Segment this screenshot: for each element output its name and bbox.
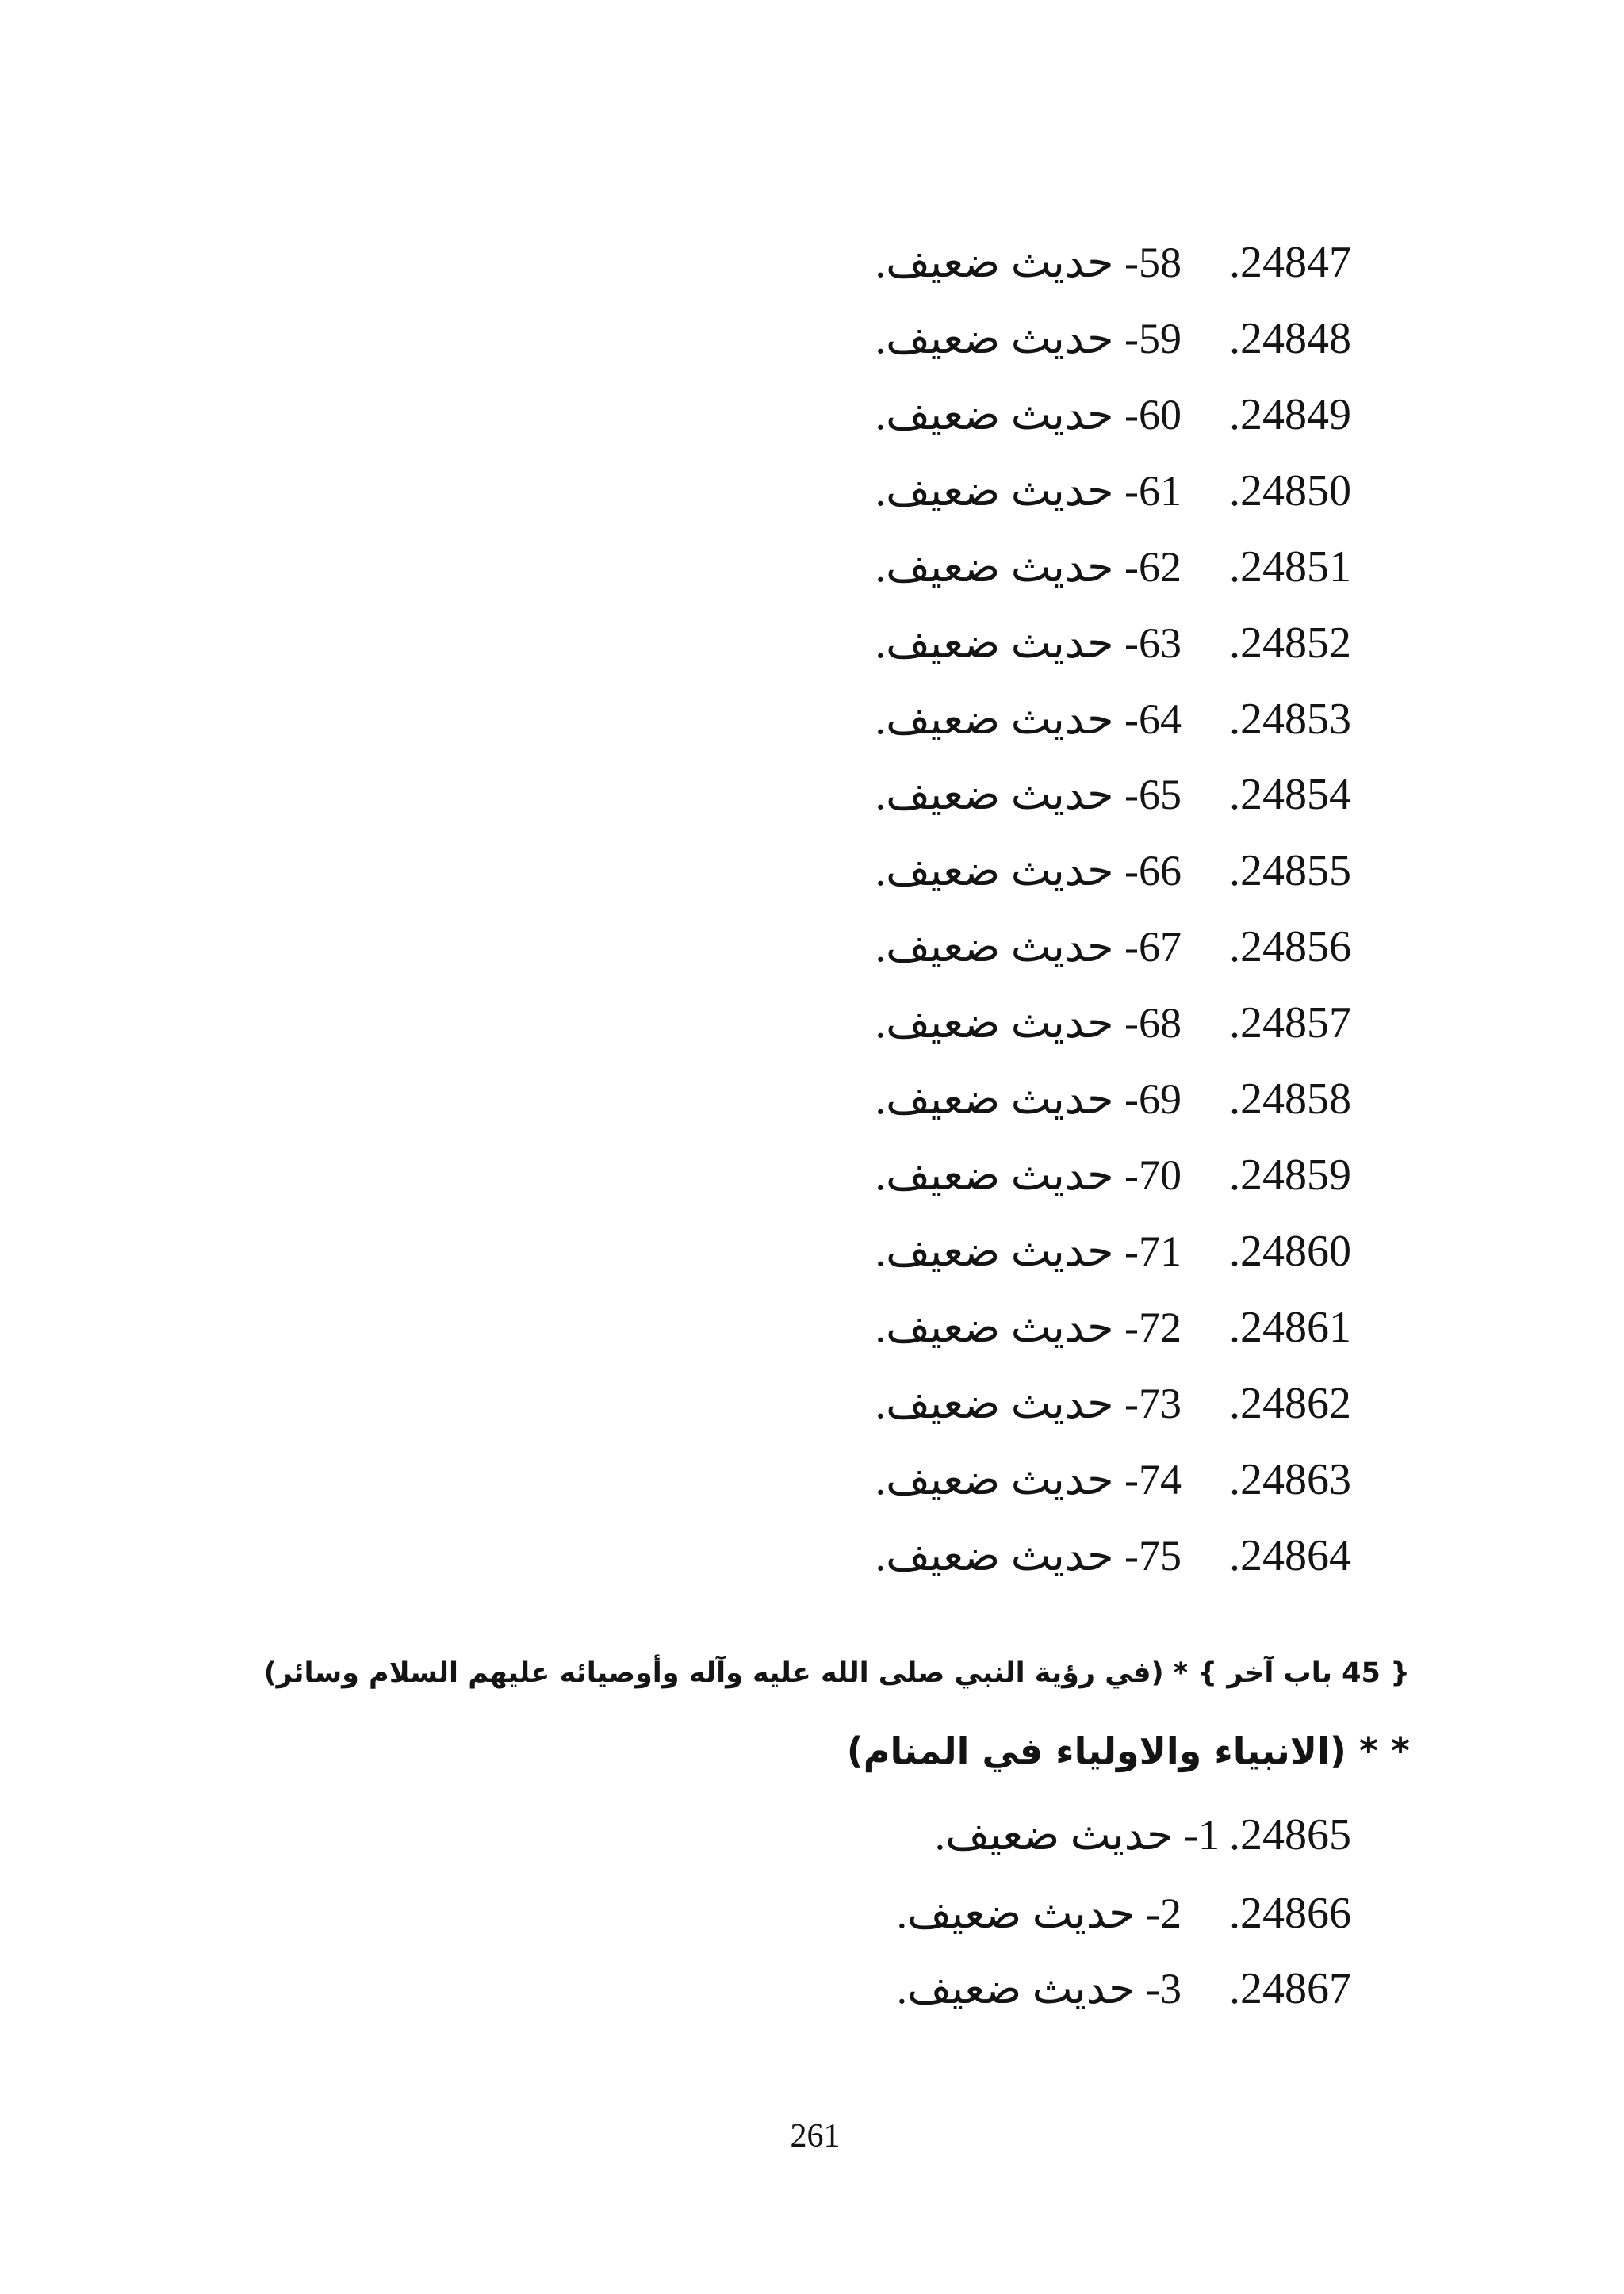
entry-number: 24860. [1229, 1227, 1351, 1276]
entry-row [875, 387, 1351, 442]
entry-row [897, 1886, 1351, 1941]
entry-row [875, 1528, 1351, 1584]
entry-row [875, 463, 1351, 519]
entry-number: 24855. [1229, 846, 1351, 895]
entry-text: 59- حديث ضعيف. [875, 315, 1182, 362]
entry-text: 60- حديث ضعيف. [875, 391, 1182, 439]
entry-row [875, 1300, 1351, 1355]
entry-number: 24858. [1229, 1074, 1351, 1124]
entry-text: 68- حديث ضعيف. [875, 999, 1182, 1047]
entry-row [875, 767, 1351, 822]
entry-text: 71- حديث ضعيف. [875, 1227, 1182, 1275]
entry-number: 24852. [1229, 618, 1351, 668]
entry-text: 65- حديث ضعيف. [875, 771, 1182, 818]
entry-row [875, 1147, 1351, 1203]
entry-row [875, 843, 1351, 898]
entry-row [875, 311, 1351, 366]
entry-row [875, 539, 1351, 595]
entry-number: 24851. [1229, 542, 1351, 592]
entry-text: 72- حديث ضعيف. [875, 1304, 1182, 1351]
entry-text: 74- حديث ضعيف. [875, 1456, 1182, 1503]
entry-number: 24847. [1229, 238, 1351, 287]
entry-row [935, 1807, 1351, 1863]
entry-text: 58- حديث ضعيف. [875, 239, 1182, 286]
page-number: 261 [790, 2118, 841, 2154]
entry-number: 24857. [1229, 998, 1351, 1047]
entry-text: 62- حديث ضعيف. [875, 543, 1182, 591]
entry-text: 3- حديث ضعيف. [896, 1965, 1182, 2013]
entry-row [875, 1376, 1351, 1431]
entry-row [875, 235, 1351, 290]
entry-number: 24865. [1229, 1810, 1351, 1859]
chapter-heading-line-2: * * (الانبياء والاولياء في المنام) [846, 1729, 1410, 1772]
entry-row [875, 691, 1351, 747]
entry-number: 24864. [1229, 1531, 1351, 1580]
entry-row [875, 1224, 1351, 1279]
entry-text: 75- حديث ضعيف. [875, 1532, 1182, 1580]
entry-row [875, 919, 1351, 975]
entry-number: 24862. [1229, 1379, 1351, 1428]
entry-text: 70- حديث ضعيف. [875, 1151, 1182, 1199]
entry-number: 24854. [1229, 770, 1351, 819]
entry-number: 24848. [1229, 314, 1351, 363]
entry-number: 24853. [1229, 695, 1351, 744]
entry-row [875, 1452, 1351, 1507]
entry-text: 61- حديث ضعيف. [875, 467, 1182, 515]
entry-number: 24859. [1229, 1151, 1351, 1200]
entry-number: 24849. [1229, 390, 1351, 439]
entry-number: 24867. [1229, 1964, 1351, 2013]
entry-text: 73- حديث ضعيف. [875, 1380, 1182, 1427]
entry-row [875, 1071, 1351, 1127]
entry-number: 24856. [1229, 922, 1351, 971]
entry-number: 24850. [1229, 466, 1351, 515]
entry-text: 63- حديث ضعيف. [875, 619, 1182, 667]
entry-row [875, 615, 1351, 671]
entry-number: 24866. [1229, 1889, 1351, 1938]
entry-text: 2- حديث ضعيف. [896, 1890, 1182, 1937]
entry-text: 64- حديث ضعيف. [875, 695, 1182, 743]
entry-text: 66- حديث ضعيف. [875, 847, 1182, 894]
entry-row [897, 1961, 1351, 2016]
entry-text: 1- حديث ضعيف. [934, 1811, 1220, 1859]
chapter-heading-line-1: { 45 باب آخر } * (في رؤية النبي صلى الله عليه وآله وأوصيائه عليهم السلام وسائر) [263, 1657, 1410, 1689]
entry-text: 69- حديث ضعيف. [875, 1075, 1182, 1123]
entry-number: 24863. [1229, 1455, 1351, 1504]
entry-text: 67- حديث ضعيف. [875, 923, 1182, 971]
entry-row [875, 995, 1351, 1051]
entry-number: 24861. [1229, 1303, 1351, 1352]
